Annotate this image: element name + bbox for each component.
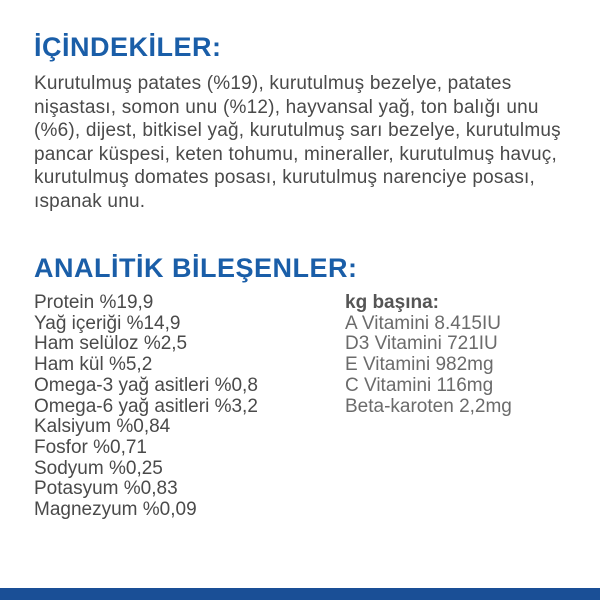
nutrient-omega-6: Omega-6 yağ asitleri %3,2 (34, 395, 258, 417)
nutrient-protein: Protein %19,9 (34, 292, 154, 313)
nutrient-calcium: Kalsiyum %0,84 (34, 416, 171, 438)
vitamin-a: A Vitamini 8.415IU (345, 312, 501, 334)
footer-bar (0, 588, 600, 600)
nutrient-crude-fibre: Ham selüloz %2,5 (34, 333, 188, 355)
nutrient-sodium: Sodyum %0,25 (34, 457, 163, 479)
beta-carotene: Beta-karoten 2,2mg (345, 395, 512, 417)
vitamin-e: E Vitamini 982mg (345, 354, 494, 376)
nutrient-magnesium: Magnezyum %0,09 (34, 499, 197, 521)
per-kg-heading: kg başına: (345, 292, 439, 313)
ingredients-text: Kurutulmuş patates (%19), kurutulmuş bezelye, patates nişastası, somon unu (%12), hayvansal yağ, ton balığı unu (%6), dijest, bitkisel yağ, kurutulmuş sarı bezelye, kurutulmuş pancar küspesi, keten tohumu, mineraller, kurutulmuş havuç, kurutulmuş domates posası, kurutulmuş narenciye posası, ıspanak unu. (34, 73, 561, 212)
nutrient-list (34, 293, 334, 521)
nutrient-potassium: Potasyum %0,83 (34, 478, 178, 500)
vitamin-d3: D3 Vitamini 721IU (345, 333, 498, 355)
ingredients-heading: İÇİNDEKİLER: (34, 32, 222, 62)
nutrient-phosphorus: Fosfor %0,71 (34, 436, 147, 458)
nutrient-crude-ash: Ham kül %5,2 (34, 354, 153, 376)
nutrient-fat: Yağ içeriği %14,9 (34, 312, 181, 334)
analysis-heading: ANALİTİK BİLEŞENLER: (34, 253, 358, 283)
vitamin-c: C Vitamini 116mg (345, 374, 494, 396)
nutrient-omega-3: Omega-3 yağ asitleri %0,8 (34, 374, 258, 396)
vitamin-list (345, 293, 585, 417)
